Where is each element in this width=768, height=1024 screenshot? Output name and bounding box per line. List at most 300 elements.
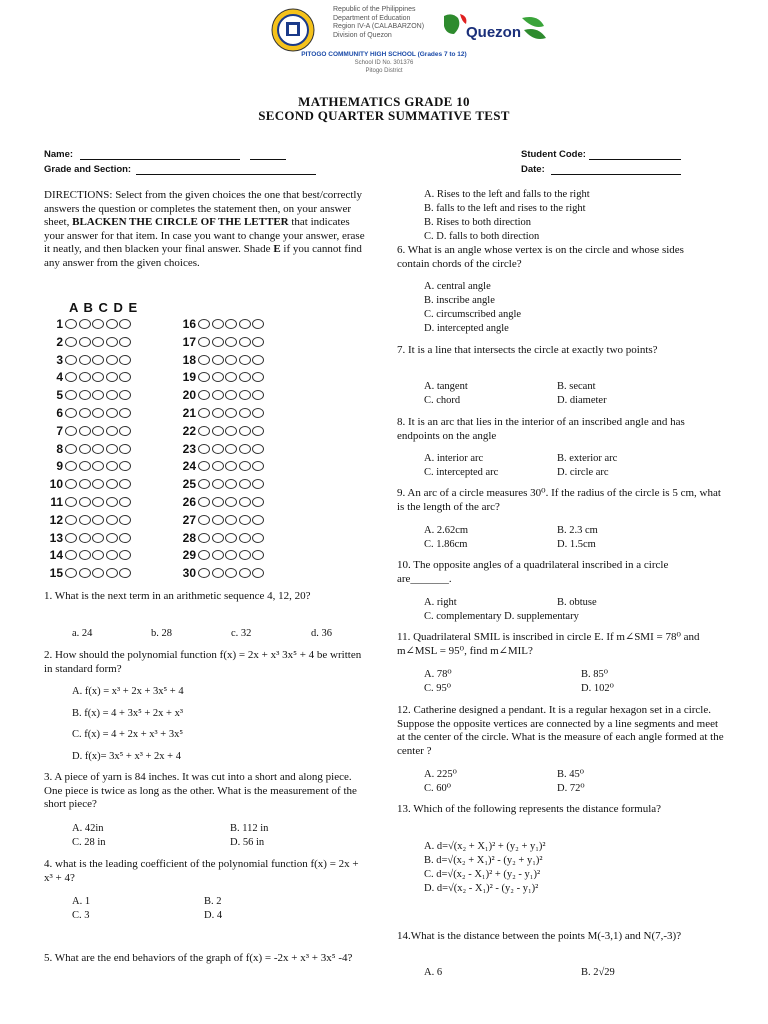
answer-letters: A B C D E xyxy=(69,300,139,315)
choice[interactable]: B. secant xyxy=(557,381,596,392)
answer-bubble-c[interactable] xyxy=(225,355,237,365)
item-number: 15 xyxy=(49,566,63,581)
date-label: Date: xyxy=(521,164,545,175)
choice[interactable]: B. 2 xyxy=(204,896,222,907)
answer-bubble-d[interactable] xyxy=(239,372,251,382)
answer-bubble-d[interactable] xyxy=(106,550,118,560)
answer-bubble-d[interactable] xyxy=(106,444,118,454)
answer-row-19 xyxy=(174,370,266,384)
answer-bubble-b[interactable] xyxy=(212,444,224,454)
item-number: 30 xyxy=(182,566,196,581)
test-subtitle: SECOND QUARTER SUMMATIVE TEST xyxy=(258,108,510,123)
choice[interactable]: B. f(x) = 4 + 3x⁵ + 2x + x³ xyxy=(72,708,183,719)
question-3: 3. A piece of yarn is 84 inches. It was cut into a short and along piece. One piece is twice as long as the other. What is the measurement of the short piece? xyxy=(44,771,357,811)
item-number: 10 xyxy=(49,477,63,492)
choice[interactable]: B. 2.3 cm xyxy=(557,525,598,536)
answer-bubble-e[interactable] xyxy=(119,426,131,436)
answer-bubble-a[interactable] xyxy=(65,408,77,418)
answer-bubble-b[interactable] xyxy=(212,568,224,578)
question-14: 14.What is the distance between the points M(-3,1) and N(7,-3)? xyxy=(397,930,682,942)
choice[interactable]: D. 56 in xyxy=(230,837,265,848)
answer-bubble-a[interactable] xyxy=(65,319,77,329)
answer-row-14 xyxy=(41,548,133,562)
question-7: 7. It is a line that intersects the circle at exactly two points? xyxy=(397,344,658,356)
choice[interactable]: C. 1.86cm xyxy=(424,539,468,550)
answer-bubble-e[interactable] xyxy=(252,515,264,525)
choice[interactable]: A. f(x) = x³ + 2x + 3x⁵ + 4 xyxy=(72,686,184,697)
answer-bubble-d[interactable] xyxy=(106,355,118,365)
answer-row-1 xyxy=(41,317,133,331)
answer-bubble-b[interactable] xyxy=(79,568,91,578)
item-number: 18 xyxy=(182,352,196,367)
choice[interactable]: C. D. falls to both direction xyxy=(424,231,540,242)
answer-bubble-d[interactable] xyxy=(239,444,251,454)
item-number: 2 xyxy=(56,334,63,349)
answer-bubble-c[interactable] xyxy=(92,337,104,347)
answer-bubble-a[interactable] xyxy=(65,479,77,489)
item-number: 3 xyxy=(56,352,63,367)
answer-bubble-c[interactable] xyxy=(92,372,104,382)
choice[interactable]: D. 72⁰ xyxy=(557,783,585,794)
answer-bubble-a[interactable] xyxy=(65,426,77,436)
answer-bubble-b[interactable] xyxy=(79,372,91,382)
answer-bubble-e[interactable] xyxy=(252,550,264,560)
answer-row-8 xyxy=(41,442,133,456)
grade-section-label: Grade and Section: xyxy=(44,164,132,175)
answer-bubble-b[interactable] xyxy=(212,426,224,436)
answer-row-3 xyxy=(41,353,133,367)
answer-bubble-c[interactable] xyxy=(92,479,104,489)
answer-bubble-b[interactable] xyxy=(79,355,91,365)
answer-bubble-b[interactable] xyxy=(79,426,91,436)
choice[interactable]: A. 78⁰ xyxy=(424,669,452,680)
question-10: 10. The opposite angles of a quadrilateral inscribed in a circle are_______. xyxy=(397,559,669,585)
answer-bubble-d[interactable] xyxy=(239,515,251,525)
answer-bubble-e[interactable] xyxy=(119,497,131,507)
answer-bubble-a[interactable] xyxy=(198,337,210,347)
choice[interactable]: B. d=√(x₂ + X₁)² - (y₂ + y₁)² xyxy=(424,855,543,866)
answer-bubble-c[interactable] xyxy=(225,497,237,507)
choice[interactable]: b. 28 xyxy=(151,628,172,639)
answer-row-28 xyxy=(174,531,266,545)
answer-row-29 xyxy=(174,548,266,562)
answer-bubble-c[interactable] xyxy=(92,426,104,436)
answer-bubble-e[interactable] xyxy=(252,568,264,578)
question-12: 12. Catherine designed a pendant. It is a regular hexagon set in a circle. Suppose the opposite vertices are connected by a line segments and meet at the center of the circle. What is the measure of each angle formed at the center ? xyxy=(397,704,724,757)
answer-row-12 xyxy=(41,513,133,527)
answer-row-30 xyxy=(174,566,266,580)
answer-bubble-b[interactable] xyxy=(212,355,224,365)
answer-bubble-a[interactable] xyxy=(65,497,77,507)
answer-bubble-d[interactable] xyxy=(106,337,118,347)
choice[interactable]: B. 2√29 xyxy=(581,967,615,978)
answer-bubble-c[interactable] xyxy=(92,515,104,525)
answer-bubble-e[interactable] xyxy=(252,390,264,400)
question-13: 13. Which of the following represents the distance formula? xyxy=(397,803,662,815)
answer-bubble-b[interactable] xyxy=(79,479,91,489)
header-line: Department of Education xyxy=(333,14,411,22)
answer-bubble-a[interactable] xyxy=(198,390,210,400)
answer-row-18 xyxy=(174,353,266,367)
choice[interactable]: C. intercepted arc xyxy=(424,467,499,478)
answer-bubble-c[interactable] xyxy=(225,372,237,382)
answer-bubble-e[interactable] xyxy=(252,533,264,543)
answer-bubble-e[interactable] xyxy=(119,319,131,329)
answer-bubble-a[interactable] xyxy=(198,408,210,418)
answer-bubble-d[interactable] xyxy=(239,461,251,471)
answer-bubble-e[interactable] xyxy=(119,515,131,525)
answer-bubble-c[interactable] xyxy=(92,408,104,418)
answer-bubble-d[interactable] xyxy=(106,533,118,543)
choice[interactable]: A. 225⁰ xyxy=(424,769,457,780)
choice[interactable]: A. interior arc xyxy=(424,453,484,464)
answer-bubble-a[interactable] xyxy=(65,372,77,382)
answer-bubble-e[interactable] xyxy=(119,568,131,578)
answer-bubble-b[interactable] xyxy=(79,408,91,418)
question-1: 1. What is the next term in an arithmetic sequence 4, 12, 20? xyxy=(44,590,311,602)
answer-sheet xyxy=(44,300,304,585)
answer-bubble-d[interactable] xyxy=(106,497,118,507)
answer-bubble-a[interactable] xyxy=(198,355,210,365)
answer-bubble-b[interactable] xyxy=(212,550,224,560)
item-number: 1 xyxy=(56,317,63,331)
answer-bubble-c[interactable] xyxy=(225,515,237,525)
answer-bubble-d[interactable] xyxy=(106,372,118,382)
answer-bubble-e[interactable] xyxy=(119,461,131,471)
answer-bubble-b[interactable] xyxy=(79,550,91,560)
answer-row-10 xyxy=(41,477,133,491)
answer-bubble-c[interactable] xyxy=(92,533,104,543)
answer-bubble-b[interactable] xyxy=(79,461,91,471)
directions-text: if you cannot find any answer from the given choices. xyxy=(44,243,362,269)
answer-row-9 xyxy=(41,459,133,473)
item-number: 7 xyxy=(56,423,63,438)
answer-bubble-a[interactable] xyxy=(65,515,77,525)
answer-bubble-e[interactable] xyxy=(119,444,131,454)
choice[interactable]: C. d=√(x₂ - X₁)² + (y₂ - y₁)² xyxy=(424,869,541,880)
name-line xyxy=(80,150,240,160)
answer-bubble-c[interactable] xyxy=(225,444,237,454)
answer-bubble-d[interactable] xyxy=(239,479,251,489)
directions xyxy=(44,189,370,271)
student-code-label: Student Code: xyxy=(521,149,586,160)
answer-bubble-c[interactable] xyxy=(92,461,104,471)
answer-row-11 xyxy=(41,495,133,509)
directions-text: that indicates your answer for that item. In case you want to change your answer, erase it neatly, and then blacken your final answer. Shade xyxy=(44,216,365,256)
choice[interactable]: c. 32 xyxy=(231,628,252,639)
name-field[interactable] xyxy=(44,149,286,160)
answer-bubble-c[interactable] xyxy=(92,550,104,560)
answer-bubble-b[interactable] xyxy=(212,479,224,489)
answer-bubble-e[interactable] xyxy=(252,444,264,454)
answer-bubble-c[interactable] xyxy=(225,408,237,418)
answer-bubble-b[interactable] xyxy=(79,390,91,400)
question-4: 4. what is the leading coefficient of the polynomial function f(x) = 2x + x³ + 4? xyxy=(44,858,359,884)
choice[interactable]: A. Rises to the left and falls to the right xyxy=(424,189,590,200)
answer-bubble-b[interactable] xyxy=(212,372,224,382)
answer-row-5 xyxy=(41,388,133,402)
answer-bubble-c[interactable] xyxy=(225,568,237,578)
choice[interactable]: C. circumscribed angle xyxy=(424,309,522,320)
choice[interactable]: d. 36 xyxy=(311,628,332,639)
choice[interactable]: B. 85⁰ xyxy=(581,669,608,680)
choice[interactable]: C. f(x) = 4 + 2x + x³ + 3x⁵ xyxy=(72,729,183,740)
choice[interactable]: B. obtuse xyxy=(557,597,597,608)
answer-bubble-a[interactable] xyxy=(198,515,210,525)
choice[interactable]: D. 1.5cm xyxy=(557,539,596,550)
choice[interactable]: B. inscribe angle xyxy=(424,295,495,306)
answer-row-20 xyxy=(174,388,266,402)
answer-bubble-e[interactable] xyxy=(119,408,131,418)
answer-bubble-b[interactable] xyxy=(79,533,91,543)
answer-bubble-c[interactable] xyxy=(225,337,237,347)
answer-row-25 xyxy=(174,477,266,491)
choice[interactable]: B. falls to the left and rises to the right xyxy=(424,203,586,214)
answer-bubble-e[interactable] xyxy=(252,355,264,365)
date-line xyxy=(551,165,681,175)
item-number: 22 xyxy=(182,423,196,438)
answer-bubble-b[interactable] xyxy=(79,337,91,347)
item-number: 12 xyxy=(49,512,63,527)
answer-bubble-d[interactable] xyxy=(239,337,251,347)
item-number: 24 xyxy=(182,459,196,474)
answer-bubble-a[interactable] xyxy=(198,319,210,329)
answer-row-23 xyxy=(174,442,266,456)
answer-row-27 xyxy=(174,513,266,527)
question-8: 8. It is an arc that lies in the interior of an inscribed angle and has endpoints on the angle xyxy=(397,416,685,442)
answer-bubble-c[interactable] xyxy=(225,550,237,560)
answer-bubble-c[interactable] xyxy=(92,355,104,365)
item-number: 14 xyxy=(49,548,63,563)
choice[interactable]: A. central angle xyxy=(424,281,491,292)
answer-bubble-d[interactable] xyxy=(106,408,118,418)
answer-bubble-d[interactable] xyxy=(239,550,251,560)
answer-bubble-e[interactable] xyxy=(252,426,264,436)
answer-bubble-e[interactable] xyxy=(252,497,264,507)
quezon-logo xyxy=(438,12,548,48)
answer-bubble-a[interactable] xyxy=(198,533,210,543)
answer-bubble-d[interactable] xyxy=(106,568,118,578)
item-number: 9 xyxy=(56,459,63,474)
choice[interactable]: D. d=√(x₂ - X₁)² - (y₂ - y₁)² xyxy=(424,883,539,894)
student-code-field[interactable] xyxy=(521,149,681,160)
item-number: 28 xyxy=(182,530,196,545)
choice[interactable]: D. diameter xyxy=(557,395,607,406)
question-6: 6. What is an angle whose vertex is on the circle and whose sides contain chords of the circle? xyxy=(397,244,684,270)
answer-bubble-a[interactable] xyxy=(198,461,210,471)
item-number: 5 xyxy=(56,388,63,403)
answer-row-6 xyxy=(41,406,133,420)
answer-bubble-c[interactable] xyxy=(225,479,237,489)
answer-row-4 xyxy=(41,370,133,384)
item-number: 19 xyxy=(182,370,196,385)
answer-bubble-d[interactable] xyxy=(239,390,251,400)
answer-bubble-b[interactable] xyxy=(79,515,91,525)
answer-bubble-d[interactable] xyxy=(106,461,118,471)
answer-bubble-b[interactable] xyxy=(79,497,91,507)
answer-bubble-b[interactable] xyxy=(79,444,91,454)
question-5: 5. What are the end behaviors of the graph of f(x) = -2x + x³ + 3x⁵ -4? xyxy=(44,952,353,964)
item-number: 8 xyxy=(56,441,63,456)
answer-row-13 xyxy=(41,531,133,545)
header-line: Region IV-A (CALABARZON) xyxy=(333,23,425,30)
answer-bubble-c[interactable] xyxy=(225,319,237,329)
answer-row-26 xyxy=(174,495,266,509)
answer-bubble-c[interactable] xyxy=(92,390,104,400)
item-number: 29 xyxy=(182,548,196,563)
answer-bubble-d[interactable] xyxy=(239,355,251,365)
item-number: 23 xyxy=(182,441,196,456)
choice[interactable]: C. 28 in xyxy=(72,837,106,848)
answer-bubble-d[interactable] xyxy=(239,426,251,436)
choice[interactable]: A. tangent xyxy=(424,381,468,392)
answer-bubble-d[interactable] xyxy=(106,426,118,436)
answer-bubble-c[interactable] xyxy=(225,533,237,543)
item-number: 17 xyxy=(182,334,196,349)
choice[interactable]: B. exterior arc xyxy=(557,453,618,464)
header-line: Division of Quezon xyxy=(333,31,392,39)
choice[interactable]: D. 4 xyxy=(204,910,223,921)
answer-bubble-b[interactable] xyxy=(212,497,224,507)
answer-bubble-b[interactable] xyxy=(79,319,91,329)
choice[interactable]: A. 1 xyxy=(72,896,91,907)
choice[interactable]: D. 102⁰ xyxy=(581,683,614,694)
question-11: 11. Quadrilateral SMIL is inscribed in circle E. If m∠SMI = 78⁰ and m∠MSL = 95⁰, find m∠MIL? xyxy=(397,631,700,657)
answer-bubble-a[interactable] xyxy=(198,550,210,560)
item-number: 6 xyxy=(56,406,63,420)
answer-bubble-e[interactable] xyxy=(252,319,264,329)
deped-seal-logo xyxy=(271,8,315,52)
choice[interactable]: A. 2.62cm xyxy=(424,525,469,536)
answer-bubble-e[interactable] xyxy=(119,550,131,560)
answer-row-22 xyxy=(174,424,266,438)
directions-emphasis: BLACKEN THE CIRCLE OF THE LETTER xyxy=(72,216,289,229)
answer-bubble-e[interactable] xyxy=(119,533,131,543)
answer-bubble-a[interactable] xyxy=(198,479,210,489)
answer-row-2 xyxy=(41,335,133,349)
answer-bubble-e[interactable] xyxy=(119,355,131,365)
item-number: 26 xyxy=(182,495,196,509)
item-number: 25 xyxy=(182,477,196,492)
grade-section-line xyxy=(136,165,316,175)
answer-bubble-c[interactable] xyxy=(225,461,237,471)
answer-bubble-d[interactable] xyxy=(239,497,251,507)
answer-bubble-e[interactable] xyxy=(119,372,131,382)
item-number: 11 xyxy=(50,495,63,509)
question-9: 9. An arc of a circle measures 30⁰. If the radius of the circle is 5 cm, what is the length of the arc? xyxy=(397,487,721,513)
answer-bubble-b[interactable] xyxy=(212,461,224,471)
answer-bubble-d[interactable] xyxy=(106,319,118,329)
answer-bubble-d[interactable] xyxy=(239,408,251,418)
choice[interactable]: A. right xyxy=(424,597,457,608)
answer-bubble-d[interactable] xyxy=(239,319,251,329)
choice[interactable]: C. 3 xyxy=(72,910,90,921)
item-number: 13 xyxy=(49,530,63,545)
name-label: Name: xyxy=(44,149,74,160)
answer-bubble-d[interactable] xyxy=(106,515,118,525)
answer-bubble-b[interactable] xyxy=(212,337,224,347)
choice[interactable]: B. Rises to both direction xyxy=(424,217,532,228)
test-title: MATHEMATICS GRADE 10 xyxy=(298,94,470,109)
answer-row-15 xyxy=(41,566,133,580)
answer-bubble-e[interactable] xyxy=(252,461,264,471)
answer-bubble-a[interactable] xyxy=(65,550,77,560)
answer-bubble-a[interactable] xyxy=(198,568,210,578)
answer-bubble-b[interactable] xyxy=(212,515,224,525)
choice[interactable]: A. 6 xyxy=(424,967,443,978)
answer-bubble-c[interactable] xyxy=(225,390,237,400)
answer-bubble-c[interactable] xyxy=(92,568,104,578)
answer-bubble-a[interactable] xyxy=(198,372,210,382)
answer-bubble-b[interactable] xyxy=(212,408,224,418)
answer-bubble-c[interactable] xyxy=(92,319,104,329)
choice[interactable]: A. d=√(x₂ + X₁)² + (y₂ + y₁)² xyxy=(424,841,546,852)
answer-bubble-e[interactable] xyxy=(252,408,264,418)
answer-bubble-a[interactable] xyxy=(65,337,77,347)
school-id: School ID No. 301376 xyxy=(354,60,414,66)
choice[interactable]: a. 24 xyxy=(72,628,93,639)
answer-bubble-a[interactable] xyxy=(65,390,77,400)
header-line: Republic of the Philippines xyxy=(333,6,416,13)
answer-bubble-a[interactable] xyxy=(65,355,77,365)
item-number: 27 xyxy=(182,512,196,527)
answer-bubble-c[interactable] xyxy=(92,497,104,507)
answer-bubble-e[interactable] xyxy=(252,337,264,347)
answer-row-17 xyxy=(174,335,266,349)
answer-bubble-b[interactable] xyxy=(212,319,224,329)
answer-bubble-c[interactable] xyxy=(92,444,104,454)
answer-bubble-d[interactable] xyxy=(106,479,118,489)
choice[interactable]: B. 45⁰ xyxy=(557,769,584,780)
header-org-lines xyxy=(333,6,424,40)
answer-bubble-e[interactable] xyxy=(119,337,131,347)
answer-bubble-c[interactable] xyxy=(225,426,237,436)
choice[interactable]: C. chord xyxy=(424,395,461,406)
answer-bubble-b[interactable] xyxy=(212,533,224,543)
answer-bubble-a[interactable] xyxy=(65,533,77,543)
answer-bubble-e[interactable] xyxy=(119,479,131,489)
date-field[interactable] xyxy=(521,164,681,175)
answer-bubble-b[interactable] xyxy=(212,390,224,400)
question-2: 2. How should the polynomial function f(x) = 2x + x³ 3x⁵ + 4 be written in standard form? xyxy=(44,649,362,675)
logo-wordmark: Quezon xyxy=(466,24,521,41)
choice[interactable]: D. intercepted angle xyxy=(424,323,509,334)
answer-bubble-a[interactable] xyxy=(198,497,210,507)
choice[interactable]: C. 95⁰ xyxy=(424,683,451,694)
answer-bubble-e[interactable] xyxy=(252,479,264,489)
choice[interactable]: D. f(x)= 3x⁵ + x³ + 2x + 4 xyxy=(72,751,181,762)
answer-bubble-a[interactable] xyxy=(65,568,77,578)
answer-bubble-a[interactable] xyxy=(198,444,210,454)
choice[interactable]: C. complementary D. supplementary xyxy=(424,611,579,622)
answer-row-7 xyxy=(41,424,133,438)
answer-bubble-a[interactable] xyxy=(65,461,77,471)
choice[interactable]: A. 42in xyxy=(72,823,104,834)
grade-section-field[interactable] xyxy=(44,164,316,175)
answer-bubble-a[interactable] xyxy=(198,426,210,436)
answer-bubble-e[interactable] xyxy=(119,390,131,400)
choice[interactable]: B. 112 in xyxy=(230,823,269,834)
answer-bubble-e[interactable] xyxy=(252,372,264,382)
answer-bubble-d[interactable] xyxy=(239,533,251,543)
answer-bubble-d[interactable] xyxy=(106,390,118,400)
choice[interactable]: D. circle arc xyxy=(557,467,609,478)
school-name: PITOGO COMMUNITY HIGH SCHOOL (Grades 7 to 12) xyxy=(301,51,467,58)
student-code-line xyxy=(589,150,681,160)
choice[interactable]: C. 60⁰ xyxy=(424,783,451,794)
answer-bubble-a[interactable] xyxy=(65,444,77,454)
answer-bubble-d[interactable] xyxy=(239,568,251,578)
